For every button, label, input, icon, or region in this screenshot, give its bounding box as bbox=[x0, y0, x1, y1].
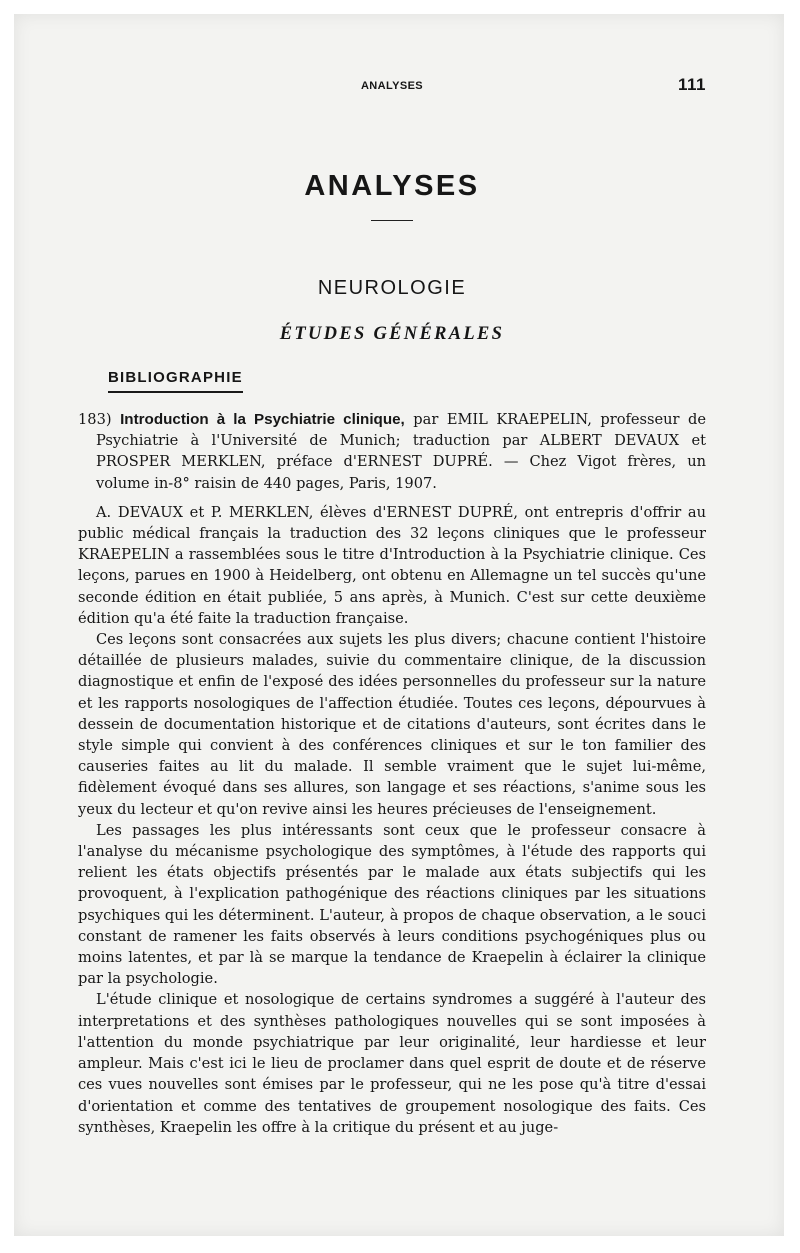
page-content bbox=[78, 75, 706, 1138]
page-number: 111 bbox=[678, 75, 706, 94]
bibliography-entry bbox=[78, 409, 706, 494]
entry-number: 183) bbox=[78, 411, 112, 428]
body-paragraph: A. DEVAUX et P. MERKLEN, élèves d'ERNEST DUPRÉ, ont entrepris d'offrir au public médical français la traduction des 32 leçons cliniques que le professeur KRAEPELIN a rassemblées sous le titre d'Introduction à la Psychiatrie clinique. Ces leçons, parues en 1900 à Heidelberg, ont obtenu en Allemagne un tel succès qu'une seconde édition en était publiée, 5 ans après, à Munich. C'est sur cette deuxième édition qu'a été faite la traduction française. bbox=[78, 503, 706, 627]
entry-title: Introduction à la Psychiatrie clinique, bbox=[120, 411, 405, 428]
entry-heading bbox=[78, 409, 706, 494]
analysis-body bbox=[78, 502, 706, 1138]
section-title: NEUROLOGIE bbox=[317, 277, 467, 299]
main-title: ANALYSES bbox=[304, 170, 480, 202]
subsection-title: ÉTUDES GÉNÉRALES bbox=[279, 324, 505, 344]
title-rule bbox=[371, 220, 413, 221]
body-paragraph: Ces leçons sont consacrées aux sujets les plus divers; chacune contient l'histoire détaillée de plusieurs malades, suivie du commentaire clinique, de la discussion diagnostique et enfin de l'exposé des idées personnelles du professeur sur la nature et les rapports nosologiques de l'affection étudiée. Toutes ces leçons, dépourvues à dessein de documentation historique et de citations d'auteurs, sont écrites dans le style simple qui convient à des conférences cliniques et sur le ton familier des causeries faites au lit du malade. Il semble vraiment que le sujet lui-même, fidèlement évoqué dans ses allures, son langage et ses réactions, s'anime sous les yeux du lecteur et qu'on revive ainsi les heures précieuses de l'enseignement. bbox=[78, 631, 706, 818]
running-header bbox=[78, 75, 706, 97]
entry-citation: par EMIL KRAEPELIN, professeur de Psychiatrie à l'Université de Munich; traduction par ALBERT DEVAUX et PROSPER MERKLEN, préface d'ERNEST DUPRÉ. — Chez Vigot frères, un volume in-8° raisin de 440 pages, Paris, 1907. bbox=[96, 411, 706, 492]
body-paragraph: Les passages les plus intéressants sont ceux que le professeur consacre à l'analyse du mécanisme psychologique des symptômes, à l'étude des rapports qui relient les états objectifs présentés par le malade aux états subjectifs qui les provoquent, à l'explication pathogénique des réactions cliniques par les situations psychiques qui les déterminent. L'auteur, à propos de chaque observation, a le souci constant de ramener les faits observés à leurs conditions psychogéniques plus ou moins latentes, et par là se marque la tendance de Kraepelin à éclairer la clinique par la psychologie. bbox=[78, 821, 706, 988]
bibliography-heading: BIBLIOGRAPHIE bbox=[108, 369, 243, 393]
body-paragraph: L'étude clinique et nosologique de certains syndromes a suggéré à l'auteur des interpretations et des synthèses pathologiques nouvelles qui se sont imposées à l'attention du monde psychiatrique par leur originalité, leur hardiesse et leur ampleur. Mais c'est ici le lieu de proclamer dans quel esprit de doute et de réserve ces vues nouvelles sont émises par le professeur, qui ne les pose qu'à titre d'essai d'orientation et comme des tentatives de groupement nosologique des faits. Ces synthèses, Kraepelin les offre à la critique du présent et au juge- bbox=[78, 991, 706, 1136]
running-title: ANALYSES bbox=[360, 80, 424, 92]
